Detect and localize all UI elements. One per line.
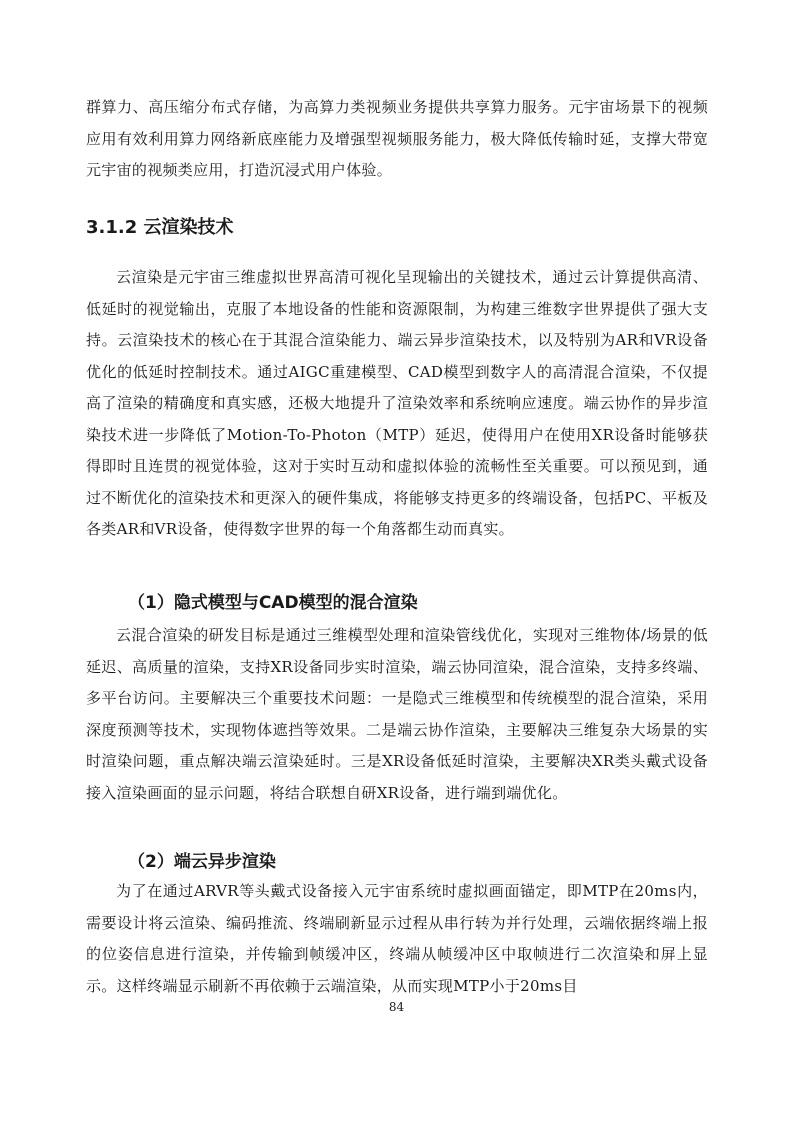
intro-paragraph: 群算力、高压缩分布式存储，为高算力类视频业务提供共享算力服务。元宇宙场景下的视频应用有效利用算力网络新底座能力及增强型视频服务能力，极大降低传输时延，支撑大带宽元宇宙的视频类应用，打造沉浸式用户体验。 (86, 98, 708, 179)
async-paragraph: 为了在通过ARVR等头戴式设备接入元宇宙系统时虚拟画面锚定，即MTP在20ms内，需要设计将云渲染、编码推流、终端刷新显示过程从串行转为并行处理，云端依据终端上报的位姿信息进行渲染，并传输到帧缓冲区，终端从帧缓冲区中取帧进行二次渲染和屏上显示。这样终端显示刷新不再依赖于云端渲染，从而实现MTP小于20ms目 (86, 882, 708, 995)
subheading-async: （2）端云异步渲染 (128, 852, 276, 872)
cloud-render-paragraph: 云渲染是元宇宙三维虚拟世界高清可视化呈现输出的关键技术，通过云计算提供高清、低延时的视觉输出，克服了本地设备的性能和资源限制，为构建三维数字世界提供了强大支持。云渲染技术的核心在于其混合渲染能力、端云异步渲染技术，以及特别为AR和VR设备优化的低延时控制技术。通过AIGC重建模型、CAD模型到数字人的高清混合渲染，不仅提高了渲染的精确度和真实感，还极大地提升了渲染效率和系统响应速度。端云协作的异步渲染技术进一步降低了Motion-To-Photon（MTP）延迟，使得用户在使用XR设备时能够获得即时且连贯的视觉体验，这对于实时互动和虚拟体验的流畅性至关重要。可以预见到，通过不断优化的渲染技术和更深入的硬件集成，将能够支持更多的终端设备，包括PC、平板及各类AR和VR设备，使得数字世界的每一个角落都生动而真实。 (86, 268, 708, 538)
section-heading: 3.1.2 云渲染技术 (86, 217, 234, 238)
page-number: 84 (388, 1000, 405, 1014)
subheading-hybrid: （1）隐式模型与CAD模型的混合渲染 (128, 593, 418, 613)
hybrid-paragraph: 云混合渲染的研发目标是通过三维模型处理和渲染管线优化，实现对三维物体/场景的低延迟、高质量的渲染，支持XR设备同步实时渲染，端云协同渲染，混合渲染，支持多终端、多平台访问。主要解决三个重要技术问题：一是隐式三维模型和传统模型的混合渲染，采用深度预测等技术，实现物体遮挡等效果。二是端云协作渲染，主要解决三维复杂大场景的实时渲染问题，重点解决端云渲染延时。三是XR设备低延时渲染，主要解决XR类头戴式设备接入渲染画面的显示问题，将结合联想自研XR设备，进行端到端优化。 (86, 626, 708, 802)
